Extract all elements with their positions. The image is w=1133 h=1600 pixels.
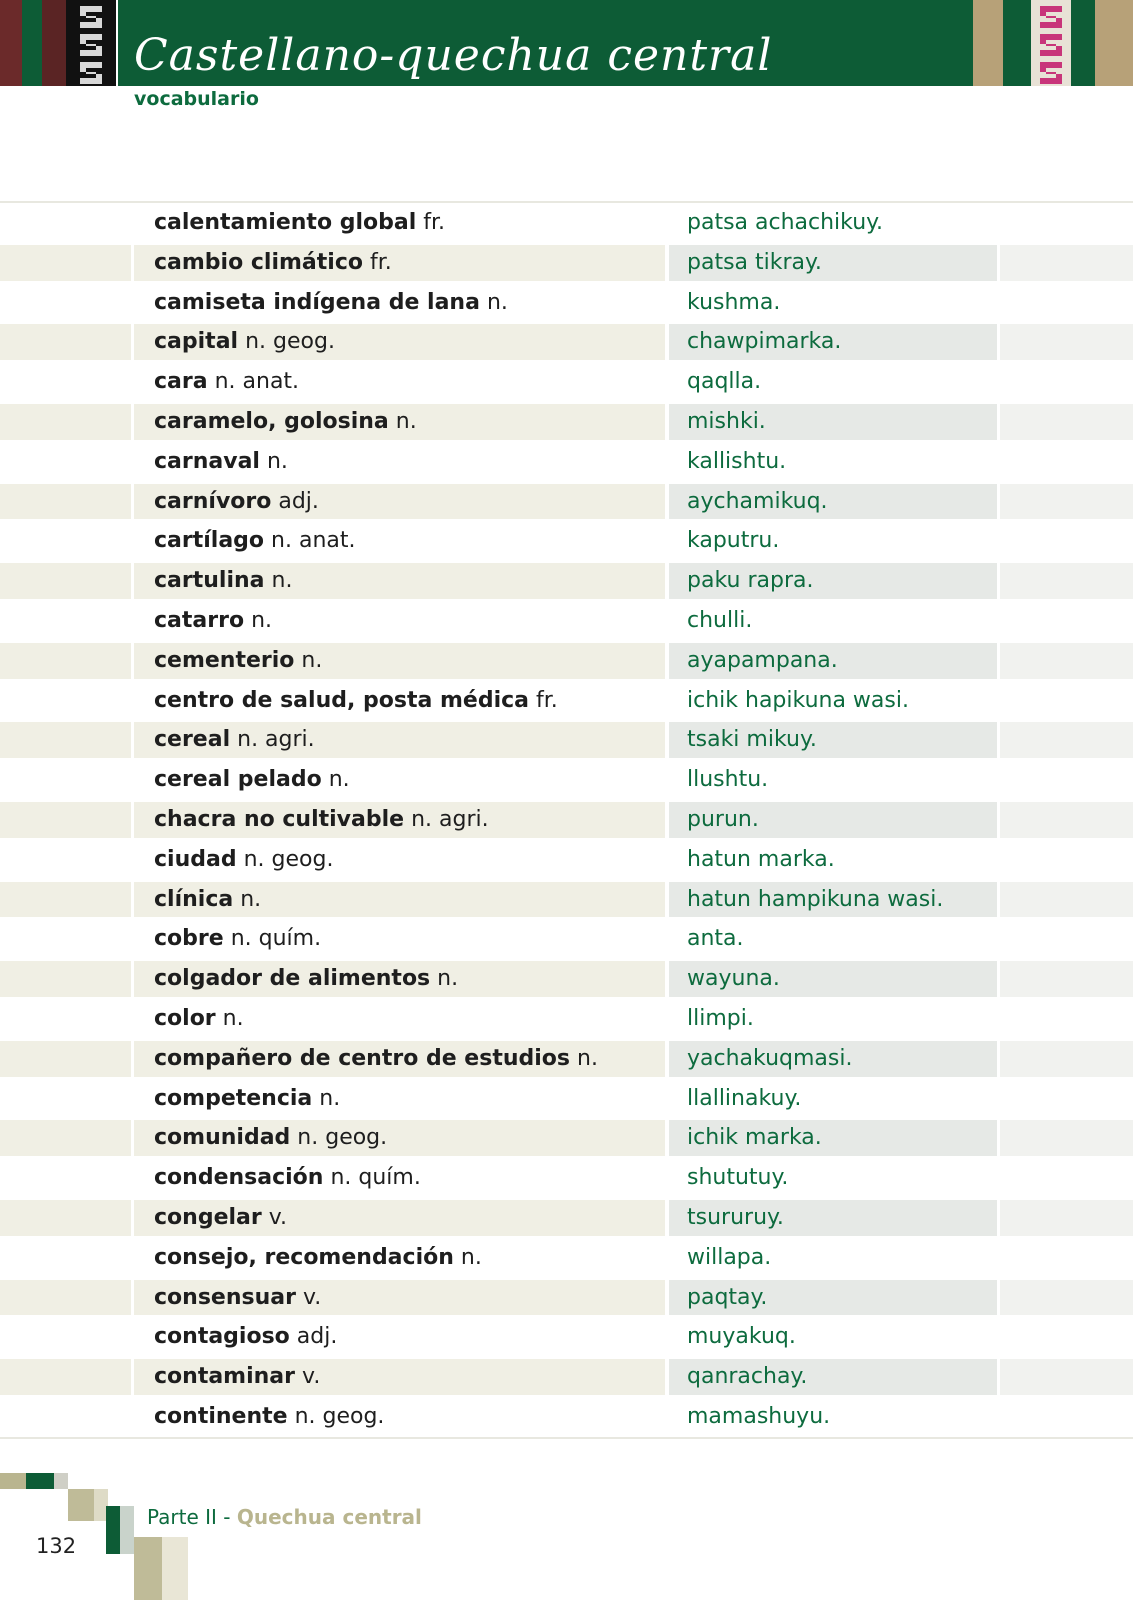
footer-deco-square <box>68 1489 94 1521</box>
quechua-translation: hatun marka. <box>687 846 835 872</box>
spanish-term: ciudad <box>154 846 237 872</box>
row-background-cell <box>0 961 131 997</box>
right-woven-pattern-icon <box>1031 0 1071 86</box>
vocab-row <box>0 760 1133 800</box>
row-background-cell <box>0 802 131 838</box>
quechua-translation: tsaki mikuy. <box>687 727 817 753</box>
vocab-row <box>0 1039 1133 1079</box>
row-background-cell <box>0 523 131 559</box>
spanish-entry <box>154 681 558 721</box>
row-background-cell <box>1000 882 1133 918</box>
spanish-term: continente <box>154 1403 288 1429</box>
row-background-cell <box>0 1359 131 1395</box>
quechua-translation: kaputru. <box>687 528 780 554</box>
row-background-cell <box>0 285 131 321</box>
row-background-cell <box>1000 762 1133 798</box>
quechua-translation: chulli. <box>687 607 753 633</box>
vocab-row <box>0 1079 1133 1119</box>
spanish-term: catarro <box>154 607 245 633</box>
row-background-cell <box>0 1399 131 1435</box>
grammar-tag: n. quím. <box>330 1165 421 1191</box>
grammar-tag: fr. <box>423 210 446 235</box>
row-background-cell <box>0 444 131 480</box>
spanish-term: contaminar <box>154 1364 296 1390</box>
quechua-translation: willapa. <box>687 1244 772 1270</box>
row-background-cell <box>0 722 131 758</box>
row-background-cell <box>1000 324 1133 360</box>
spanish-entry <box>154 521 356 561</box>
spanish-entry <box>154 1039 598 1079</box>
grammar-tag: v. <box>302 1364 321 1390</box>
grammar-tag: n. <box>395 408 417 434</box>
row-background-cell <box>1000 285 1133 321</box>
quechua-translation: ichik hapikuna wasi. <box>687 687 909 713</box>
quechua-translation: mishki. <box>687 408 766 434</box>
spanish-entry <box>154 1357 320 1397</box>
quechua-translation: patsa tikray. <box>687 249 822 275</box>
right-stripe-green-2 <box>1071 0 1095 86</box>
footer-deco-square <box>120 1506 134 1554</box>
spanish-entry <box>154 1238 482 1278</box>
spanish-term: contagioso <box>154 1324 290 1350</box>
spanish-entry <box>154 402 417 442</box>
vocab-row <box>0 243 1133 283</box>
grammar-tag: n. anat. <box>214 369 300 395</box>
spanish-term: cobre <box>154 926 224 952</box>
row-background-cell <box>0 324 131 360</box>
row-background-cell <box>0 245 131 281</box>
quechua-translation: ichik marka. <box>687 1125 822 1151</box>
quechua-translation: mamashuyu. <box>687 1403 831 1429</box>
spanish-term: calentamiento global <box>154 210 417 235</box>
vocab-row <box>0 1278 1133 1318</box>
spanish-entry <box>154 1158 421 1198</box>
vocab-row <box>0 1158 1133 1198</box>
vocab-row <box>0 322 1133 362</box>
row-background-cell <box>1000 683 1133 719</box>
quechua-translation: paqtay. <box>687 1284 768 1310</box>
left-stripe-maroon-2 <box>42 0 66 86</box>
quechua-translation: kallishtu. <box>687 448 787 474</box>
row-background-cell <box>1000 404 1133 440</box>
quechua-translation: muyakuq. <box>687 1324 796 1350</box>
vocab-row <box>0 482 1133 522</box>
quechua-translation: qaqlla. <box>687 369 762 395</box>
grammar-tag: n. <box>266 448 288 474</box>
page-number: 132 <box>36 1534 77 1558</box>
footer-deco-square <box>134 1537 162 1600</box>
row-background-cell <box>1000 643 1133 679</box>
page-subtitle: vocabulario <box>134 88 259 110</box>
spanish-entry <box>154 999 244 1039</box>
row-background-cell <box>1000 523 1133 559</box>
vocab-row <box>0 919 1133 959</box>
row-background-cell <box>1000 245 1133 281</box>
vocab-row <box>0 1397 1133 1437</box>
spanish-entry <box>154 1198 287 1238</box>
quechua-translation: llallinakuy. <box>687 1085 802 1111</box>
row-background-cell <box>0 921 131 957</box>
spanish-term: comunidad <box>154 1125 291 1151</box>
row-background-cell <box>1000 444 1133 480</box>
vocab-row <box>0 362 1133 402</box>
row-background-cell <box>1000 1319 1133 1355</box>
quechua-translation: llimpi. <box>687 1005 754 1031</box>
spanish-term: congelar <box>154 1204 262 1230</box>
page-title: Castellano-quechua central <box>134 30 773 81</box>
row-background-cell <box>0 1041 131 1077</box>
row-background-cell <box>1000 364 1133 400</box>
spanish-entry <box>154 1079 340 1119</box>
spanish-term: cartulina <box>154 568 265 594</box>
quechua-translation: kushma. <box>687 289 781 315</box>
spanish-entry <box>154 362 299 402</box>
vocab-row <box>0 402 1133 442</box>
spanish-entry <box>154 283 508 323</box>
spanish-term: carnaval <box>154 448 260 474</box>
row-background-cell <box>0 1240 131 1276</box>
grammar-tag: n. quím. <box>230 926 322 952</box>
row-background-cell <box>0 563 131 599</box>
row-background-cell <box>0 643 131 679</box>
quechua-translation: purun. <box>687 806 759 832</box>
vocab-row <box>0 959 1133 999</box>
footer-deco-square <box>54 1473 68 1489</box>
spanish-term: colgador de alimentos <box>154 966 431 992</box>
spanish-term: color <box>154 1005 216 1031</box>
grammar-tag: adj. <box>278 488 319 514</box>
spanish-term: capital <box>154 329 239 355</box>
row-background-cell <box>1000 1001 1133 1037</box>
spanish-entry <box>154 601 272 641</box>
spanish-entry <box>154 840 333 880</box>
spanish-entry <box>154 1317 337 1357</box>
vocab-row <box>0 1198 1133 1238</box>
row-background-cell <box>1000 1240 1133 1276</box>
spanish-term: cambio climático <box>154 249 363 275</box>
spanish-term: clínica <box>154 886 234 912</box>
grammar-tag: n. <box>222 1005 244 1031</box>
vocab-row <box>0 1357 1133 1397</box>
row-background-cell <box>0 842 131 878</box>
quechua-translation: tsururuy. <box>687 1204 784 1230</box>
spanish-entry <box>154 919 321 959</box>
grammar-tag: v. <box>302 1284 322 1310</box>
grammar-tag: n. geog. <box>297 1125 388 1151</box>
quechua-translation: ayapampana. <box>687 647 838 673</box>
row-background-cell <box>0 1200 131 1236</box>
vocab-row <box>0 880 1133 920</box>
spanish-entry <box>154 243 392 283</box>
grammar-tag: n. geog. <box>294 1403 385 1429</box>
grammar-tag: n. <box>271 568 293 594</box>
grammar-tag: v. <box>268 1204 288 1230</box>
spanish-entry <box>154 880 261 920</box>
footer-deco-square <box>106 1506 120 1554</box>
grammar-tag: n. <box>240 886 262 912</box>
quechua-translation: qanrachay. <box>687 1364 808 1390</box>
row-background-cell <box>0 205 131 241</box>
spanish-entry <box>154 1397 384 1437</box>
spanish-term: condensación <box>154 1165 324 1191</box>
row-background-cell <box>0 1319 131 1355</box>
spanish-term: camiseta indígena de lana <box>154 289 480 315</box>
row-background-cell <box>0 1160 131 1196</box>
spanish-entry <box>154 720 315 760</box>
quechua-translation: shututuy. <box>687 1165 789 1191</box>
spanish-entry <box>154 959 458 999</box>
spanish-entry <box>154 322 335 362</box>
row-background-cell <box>1000 1359 1133 1395</box>
grammar-tag: n. agri. <box>411 806 489 832</box>
spanish-term: competencia <box>154 1085 313 1111</box>
right-stripe-green <box>1003 0 1031 86</box>
right-stripe-tan <box>973 0 1003 86</box>
spanish-term: cereal <box>154 727 231 753</box>
spanish-term: chacra no cultivable <box>154 806 405 832</box>
grammar-tag: n. <box>301 647 323 673</box>
grammar-tag: fr. <box>369 249 392 275</box>
footer-part-label <box>147 1505 422 1529</box>
row-background-cell <box>1000 1160 1133 1196</box>
row-background-cell <box>1000 1041 1133 1077</box>
row-background-cell <box>1000 961 1133 997</box>
quechua-translation: anta. <box>687 926 744 952</box>
quechua-translation: wayuna. <box>687 966 780 992</box>
spanish-entry <box>154 760 350 800</box>
spanish-entry <box>154 442 288 482</box>
row-background-cell <box>0 683 131 719</box>
row-background-cell <box>0 364 131 400</box>
vocab-row <box>0 283 1133 323</box>
vocab-row <box>0 840 1133 880</box>
vocab-row <box>0 601 1133 641</box>
row-background-cell <box>0 603 131 639</box>
spanish-term: caramelo, golosina <box>154 408 389 434</box>
grammar-tag: n. anat. <box>271 528 356 554</box>
vocabulary-table <box>0 201 1133 1439</box>
vocab-row <box>0 442 1133 482</box>
grammar-tag: n. <box>251 607 272 633</box>
left-woven-pattern-icon <box>66 0 116 86</box>
spanish-term: consejo, recomendación <box>154 1244 454 1270</box>
spanish-term: cara <box>154 369 208 395</box>
vocab-row <box>0 203 1133 243</box>
vocab-row <box>0 1238 1133 1278</box>
footer-deco-square <box>162 1537 188 1600</box>
grammar-tag: n. <box>577 1045 598 1071</box>
row-background-cell <box>0 1081 131 1117</box>
spanish-entry <box>154 800 489 840</box>
spanish-entry <box>154 203 445 243</box>
vocab-row <box>0 1118 1133 1158</box>
spanish-term: cementerio <box>154 647 295 673</box>
grammar-tag: adj. <box>296 1324 338 1350</box>
row-background-cell <box>0 1280 131 1316</box>
vocab-row <box>0 999 1133 1039</box>
row-background-cell <box>1000 842 1133 878</box>
spanish-entry <box>154 641 322 681</box>
row-background-cell <box>0 1001 131 1037</box>
right-stripe-tan-2 <box>1095 0 1133 86</box>
row-background-cell <box>1000 1200 1133 1236</box>
row-background-cell <box>1000 1280 1133 1316</box>
row-background-cell <box>1000 484 1133 520</box>
row-background-cell <box>1000 722 1133 758</box>
spanish-term: cartílago <box>154 528 265 554</box>
grammar-tag: n. <box>319 1085 341 1111</box>
grammar-tag: n. geog. <box>243 846 334 872</box>
quechua-translation: chawpimarka. <box>687 329 842 355</box>
vocab-row <box>0 1317 1133 1357</box>
spanish-entry <box>154 1278 321 1318</box>
vocab-row <box>0 681 1133 721</box>
quechua-translation: aychamikuq. <box>687 488 828 514</box>
quechua-translation: yachakuqmasi. <box>687 1045 853 1071</box>
grammar-tag: fr. <box>536 687 558 713</box>
vocab-row <box>0 641 1133 681</box>
footer-section-name: Quechua central <box>236 1505 422 1529</box>
row-background-cell <box>0 1120 131 1156</box>
grammar-tag: n. geog. <box>245 329 335 355</box>
spanish-entry <box>154 482 319 522</box>
row-background-cell <box>1000 205 1133 241</box>
quechua-translation: hatun hampikuna wasi. <box>687 886 944 912</box>
row-background-cell <box>1000 563 1133 599</box>
row-background-cell <box>1000 1399 1133 1435</box>
quechua-translation: llushtu. <box>687 767 769 793</box>
grammar-tag: n. <box>486 289 508 315</box>
row-background-cell <box>0 404 131 440</box>
grammar-tag: n. <box>460 1244 482 1270</box>
footer-deco-square <box>0 1473 26 1489</box>
spanish-term: compañero de centro de estudios <box>154 1045 570 1071</box>
grammar-tag: n. <box>437 966 459 992</box>
footer-deco-square <box>26 1473 54 1489</box>
vocab-row <box>0 720 1133 760</box>
row-background-cell <box>0 882 131 918</box>
grammar-tag: n. agri. <box>237 727 315 753</box>
grammar-tag: n. <box>328 767 350 793</box>
spanish-entry <box>154 1118 387 1158</box>
spanish-term: centro de salud, posta médica <box>154 687 529 713</box>
vocab-row <box>0 521 1133 561</box>
spanish-term: carnívoro <box>154 488 272 514</box>
row-background-cell <box>1000 921 1133 957</box>
vocab-row <box>0 800 1133 840</box>
spanish-entry <box>154 561 292 601</box>
spanish-term: cereal pelado <box>154 767 322 793</box>
row-background-cell <box>1000 603 1133 639</box>
row-background-cell <box>0 762 131 798</box>
spanish-term: consensuar <box>154 1284 296 1310</box>
row-background-cell <box>1000 1120 1133 1156</box>
row-background-cell <box>1000 802 1133 838</box>
left-stripe-green <box>22 0 42 86</box>
left-stripe-maroon <box>0 0 22 86</box>
footer-part-text: Parte II - <box>147 1505 237 1529</box>
row-background-cell <box>0 484 131 520</box>
quechua-translation: paku rapra. <box>687 568 814 594</box>
row-background-cell <box>1000 1081 1133 1117</box>
quechua-translation: patsa achachikuy. <box>687 210 884 235</box>
vocab-row <box>0 561 1133 601</box>
